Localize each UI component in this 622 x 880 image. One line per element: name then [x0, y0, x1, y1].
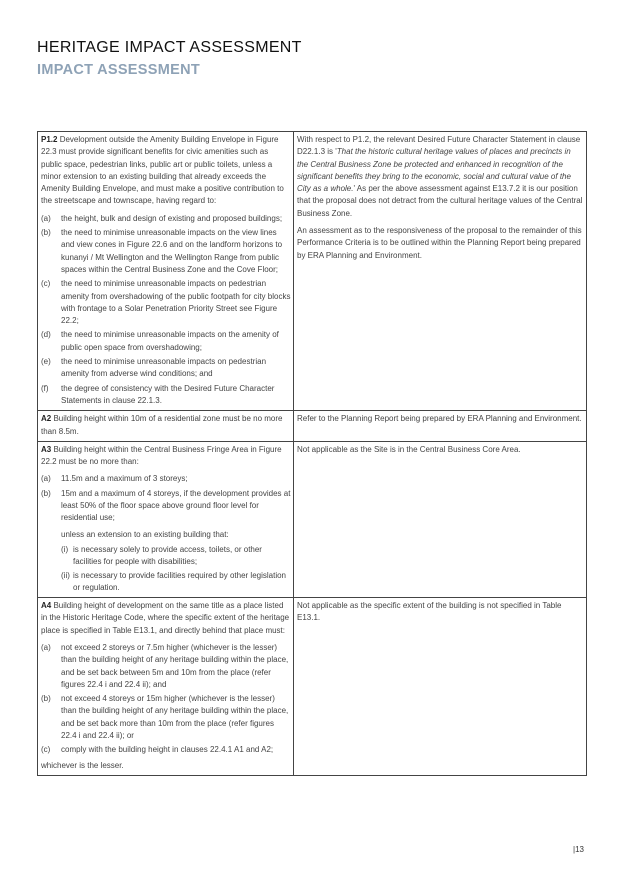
page-title: HERITAGE IMPACT ASSESSMENT — [37, 39, 302, 56]
criteria-intro: Building height of development on the same title as a place listed in the Historic Heritage Code, where the specific extent of the heritage place is specified in Table E13.1, and directly behind that place must: — [41, 601, 290, 635]
list-item: (b) the need to minimise unreasonable impacts on the view lines and view cones in Figure 22.6 and on the landform horizons to kunanyi / Mt Wellington and the Wellington Range from public spaces within the Central Business Zone and the Cove Floor; — [41, 228, 283, 274]
criteria-intro: Development outside the Amenity Building Envelope in Figure 22.3 must provide significant benefits for civic amenities such as public space, pedestrian links, public art or public toilets, unless a minor extension to an existing building that already exceeds the Amenity Building Envelope, and must make a positive contribution to the streetscape and townscape, having regard to: — [41, 135, 284, 206]
list-item: (a) 11.5m and a maximum of 3 storeys; — [41, 474, 188, 484]
list-item: (e) the need to minimise unreasonable impacts on pedestrian amenity from adverse wind conditions; and — [41, 357, 267, 379]
criteria-cell — [38, 441, 294, 597]
list-item: (f) the degree of consistency with the Desired Future Character Statements in clause 22.1.3. — [41, 383, 275, 405]
response-cell — [294, 411, 587, 442]
list-item: (d) the need to minimise unreasonable impacts on the amenity of public open space from overshadowing; — [41, 330, 279, 352]
page-number: |13 — [573, 845, 584, 854]
criteria-code: A3 — [41, 444, 52, 454]
criteria-text: Building height within 10m of a residential zone must be no more than 8.5m. — [41, 414, 283, 436]
criteria-cell — [38, 132, 294, 411]
closing-text: whichever is the lesser. — [41, 760, 124, 770]
list-subitem: (i) is necessary solely to provide access, toilets, or other facilities for people with disabilities; — [61, 544, 262, 567]
response-text: An assessment as to the responsiveness of the proposal to the remainder of this Performance Criteria is to be outlined within the Planning Report being prepared by ERA Planning and Environment. — [297, 226, 582, 260]
criteria-code: A2 — [41, 414, 52, 424]
response-text: Refer to the Planning Report being prepared by ERA Planning and Environment. — [297, 414, 582, 424]
criteria-code: A4 — [41, 601, 52, 611]
assessment-table — [37, 131, 587, 776]
response-cell — [294, 598, 587, 776]
list-item: (c) comply with the building height in clauses 22.4.1 A1 and A2; — [41, 745, 274, 755]
response-text: ' As per the above assessment against E13.7.2 it is our position that the proposal does not detract from the cultural heritage values of the Central Business Zone. — [297, 184, 583, 218]
criteria-cell — [38, 598, 294, 776]
response-quote: That the historic cultural heritage values of places and precincts in the Central Business Zone be protected and enhanced in recognition of the significant benefits they bring to the economic, social and cultural value of the City as a whole. — [297, 147, 571, 194]
criteria-cell — [38, 411, 294, 442]
section-subtitle: IMPACT ASSESSMENT — [37, 62, 200, 78]
response-text: Not applicable as the Site is in the Central Business Core Area. — [297, 444, 521, 454]
list-item: (a) not exceed 2 storeys or 7.5m higher (whichever is the lesser) than the building height of any heritage building within the place, and be set back between 5m and 10m from the place (refer figures 22.4 i and 22.4 ii); and — [41, 642, 289, 689]
table-row-a4 — [38, 598, 587, 776]
list-subitem: (ii) is necessary to provide facilities required by other legislation or regulation. — [61, 570, 286, 592]
response-cell — [294, 441, 587, 597]
list-item: (b) not exceed 4 storeys or 15m higher (whichever is the lesser) than the building height of any heritage building within the place, and be set back more than 10m from the place (refer figures 22.4 i and 22.4 ii); or — [41, 694, 289, 741]
list-item: (a) the height, bulk and design of existing and proposed buildings; — [41, 213, 283, 223]
criteria-intro: Building height within the Central Business Fringe Area in Figure 22.2 must be no more than: — [41, 444, 282, 467]
response-text: With respect to P1.2, the relevant Desired Future Character Statement in clause D22.1.3 is ' — [297, 135, 581, 157]
unless-clause: unless an extension to an existing building that: — [61, 529, 229, 539]
response-text: Not applicable as the specific extent of the building is not specified in Table E13.1. — [297, 601, 562, 623]
table-row-p1-2 — [38, 132, 587, 411]
criteria-code: P1.2 — [41, 135, 58, 144]
response-cell — [294, 132, 587, 411]
table-row-a3 — [38, 441, 587, 597]
list-item: (b) 15m and a maximum of 4 storeys, if the development provides at least 50% of the floor space above ground floor level for residential use; — [41, 488, 291, 523]
list-item: (c) the need to minimise unreasonable impacts on pedestrian amenity from overshadowing of the public footpath for city blocks with frontage to a Solar Penetration Priority Street see Figure 22.2; — [41, 279, 291, 326]
table-row-a2 — [38, 411, 587, 442]
